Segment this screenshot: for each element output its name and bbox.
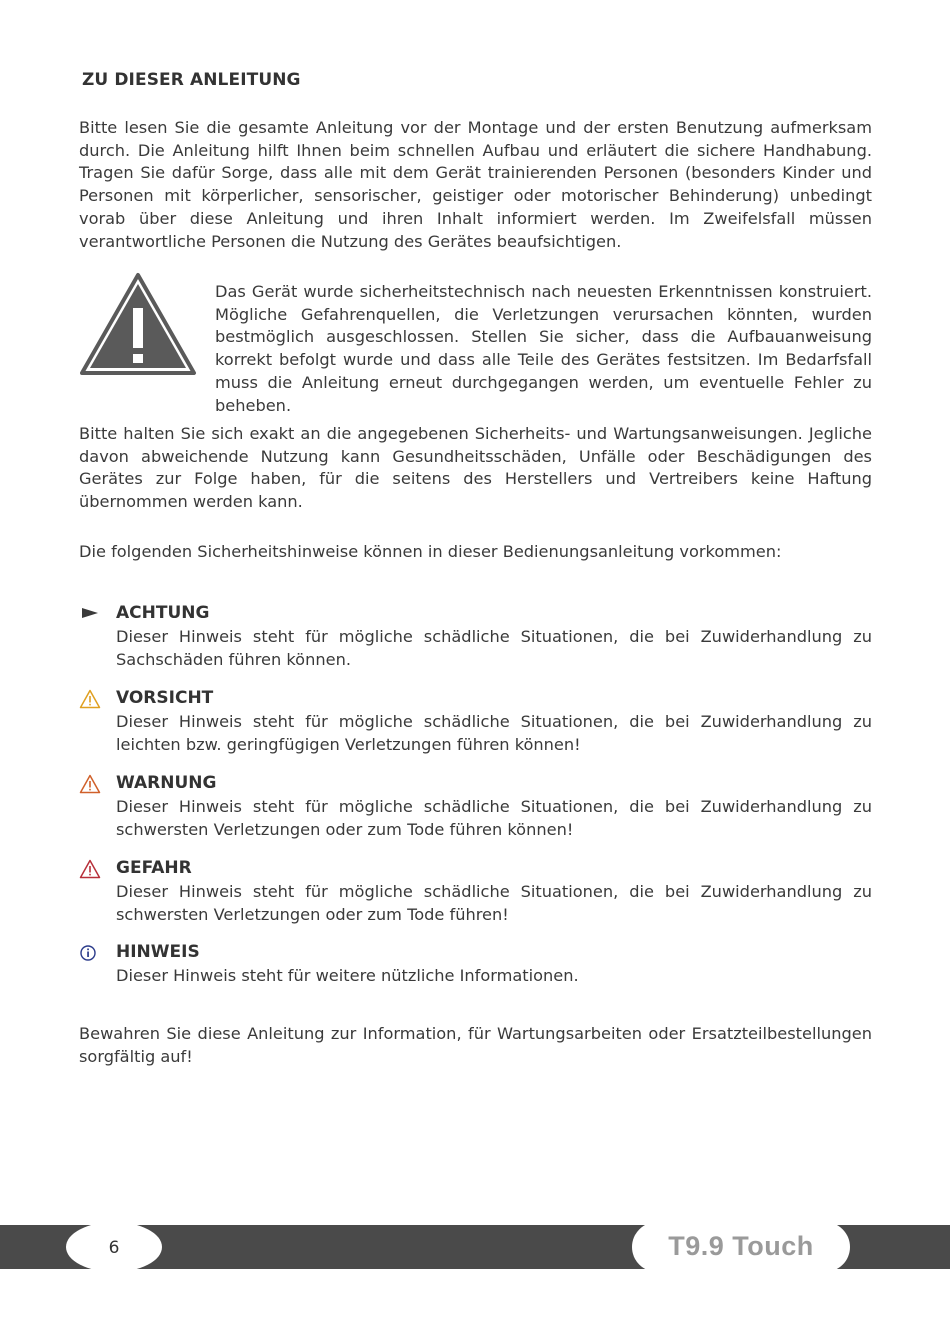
- closing-paragraph: Bewahren Sie diese Anleitung zur Information, für Wartungsarbeiten oder Ersatzteilbestellungen sorgfältig auf!: [79, 1024, 872, 1066]
- warning-triangle-icon: [79, 774, 101, 794]
- model-name: T9.9 Touch: [668, 1231, 814, 1261]
- safety-paragraph: Bitte halten Sie sich exakt an die angegebenen Sicherheits- und Wartungsanweisungen. Jegliche davon abweichende Nutzung kann Gesundheitsschäden, Unfälle oder Beschädigungen des Gerätes zur Folge haben, für die seitens des Herstellers und Vertreibers keine Haftung übernommen werden kann.: [79, 424, 872, 512]
- warning-triangle-icon: [79, 272, 197, 376]
- note-title: ACHTUNG: [116, 603, 210, 623]
- note-text: Dieser Hinweis steht für weitere nützliche Informationen.: [116, 966, 579, 985]
- note-title: HINWEIS: [116, 942, 200, 962]
- section-heading: ZU DIESER ANLEITUNG: [82, 70, 301, 90]
- danger-triangle-icon: [79, 859, 101, 879]
- note-title: GEFAHR: [116, 858, 192, 878]
- info-icon: [79, 943, 101, 963]
- notes-intro: Die folgenden Sicherheitshinweise können in dieser Bedienungsanleitung vorkommen:: [79, 542, 782, 561]
- note-title: VORSICHT: [116, 688, 214, 708]
- note-text: Dieser Hinweis steht für mögliche schädliche Situationen, die bei Zuwiderhandlung zu schwersten Verletzungen oder zum Tode führen können!: [116, 797, 872, 839]
- page-number: 6: [108, 1238, 120, 1258]
- warning-box-text: Das Gerät wurde sicherheitstechnisch nach neuesten Erkenntnissen konstruiert. Mögliche Gefahrenquellen, die Verletzungen verursachen könnten, wurden bestmöglich ausgeschlossen. Stellen Sie sicher, dass die Aufbauanweisung korrekt befolgt wurde und dass alle Teile des Gerätes festsitzen. Im Bedarfsfall muss die Anleitung erneut durchgegangen werden, um eventuelle Fehler zu beheben.: [215, 282, 872, 415]
- note-text: Dieser Hinweis steht für mögliche schädliche Situationen, die bei Zuwiderhandlung zu schwersten Verletzungen oder zum Tode führen!: [116, 882, 872, 924]
- note-text: Dieser Hinweis steht für mögliche schädliche Situationen, die bei Zuwiderhandlung zu Sachschäden führen können.: [116, 627, 872, 669]
- intro-paragraph: Bitte lesen Sie die gesamte Anleitung vor der Montage und der ersten Benutzung aufmerksam durch. Die Anleitung hilft Ihnen beim schnellen Aufbau und erläutert die sichere Handhabung. Tragen Sie dafür Sorge, dass alle mit dem Gerät trainierenden Personen (besonders Kinder und Personen mit körperlicher, sensorischer, geistiger oder motorischer Behinderung) unbedingt vorab über diese Anleitung und ihren Inhalt informiert werden. Im Zweifelsfall müssen verantwortliche Personen die Nutzung des Gerätes beaufsichtigen.: [79, 118, 872, 251]
- note-text: Dieser Hinweis steht für mögliche schädliche Situationen, die bei Zuwiderhandlung zu leichten bzw. geringfügigen Verletzungen führen können!: [116, 712, 872, 754]
- caution-triangle-icon: [79, 689, 101, 709]
- note-title: WARNUNG: [116, 773, 217, 793]
- arrow-pointer-icon: [79, 604, 101, 624]
